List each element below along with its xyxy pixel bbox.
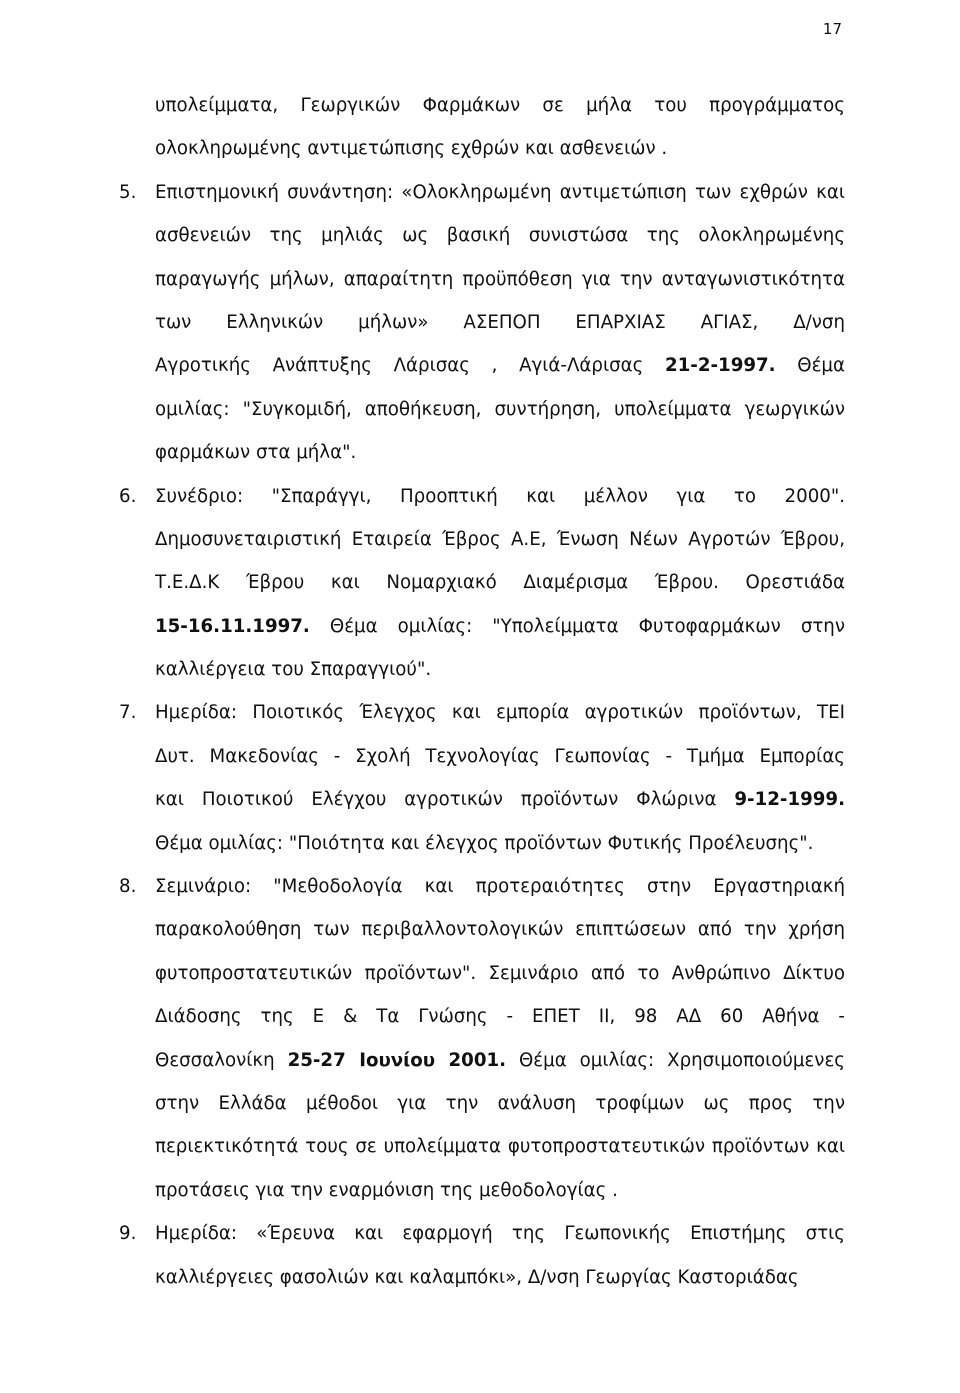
text-line: Θέμα ομιλίας: "Ποιότητα και έλεγχος προϊόντων Φυτικής Προέλευσης".: [155, 832, 814, 854]
event-date: 25-27 Ιουνίου 2001.: [287, 1049, 507, 1071]
text-line: Τ.Ε.Δ.Κ Έβρου και Νομαρχιακό Διαμέρισμα Έβρου. Ορεστιάδα: [155, 572, 845, 594]
text-line: ολοκληρωμένης αντιμετώπισης εχθρών και ασθενειών .: [155, 138, 668, 160]
text-line: 7. Ημερίδα: Ποιοτικός Έλεγχος και εμπορία αγροτικών προϊόντων, ΤΕΙ: [155, 691, 845, 734]
text-line: των Ελληνικών μήλων» ΑΣΕΠΟΠ ΕΠΑΡΧΙΑΣ ΑΓΙΑΣ, Δ/νση: [155, 311, 845, 333]
text-line: καλλιέργειες φασολιών και καλαμπόκι», Δ/νση Γεωργίας Καστοριάδας: [155, 1266, 799, 1288]
text-line: στην Ελλάδα μέθοδοι για την ανάλυση τροφίμων ως προς την: [155, 1092, 845, 1114]
page-number: 17: [822, 20, 842, 38]
text-line: ομιλίας: "Συγκομιδή, αποθήκευση, συντήρηση, υπολείμματα γεωργικών: [155, 398, 845, 420]
text-line: 6. Συνέδριο: "Σπαράγγι, Προοπτική και μέλλον για το 2000".: [155, 475, 845, 518]
continuation-paragraph: [155, 84, 845, 171]
event-date: 9-12-1999.: [734, 789, 845, 811]
text-line: υπολείμματα, Γεωργικών Φαρμάκων σε μήλα του προγράμματος: [155, 95, 845, 116]
list-item-9: [119, 1212, 845, 1299]
text-line: Θεσσαλονίκη 25-27 Ιουνίου 2001. Θέμα ομιλίας: Χρησιμοποιούμενες: [155, 1049, 845, 1071]
text-line: 9. Ημερίδα: «Έρευνα και εφαρμογή της Γεωπονικής Επιστήμης στις: [155, 1212, 845, 1255]
text-line: και Ποιοτικού Ελέγχου αγροτικών προϊόντων Φλώρινα 9-12-1999.: [155, 789, 845, 811]
document-body: [119, 84, 845, 1299]
text-line: καλλιέργεια του Σπαραγγιού".: [155, 659, 432, 681]
text-line: Αγροτικής Ανάπτυξης Λάρισας , Αγιά-Λάρισας 21-2-1997. Θέμα: [155, 355, 845, 377]
list-item-6: [119, 475, 845, 692]
item-number: 9.: [119, 1223, 137, 1245]
text-line: φαρμάκων στα μήλα".: [155, 442, 357, 464]
event-date: 15-16.11.1997.: [155, 615, 310, 637]
list-item-8: [119, 865, 845, 1212]
text-line: παραγωγής μήλων, απαραίτητη προϋπόθεση για την ανταγωνιστικότητα: [155, 268, 845, 290]
item-number: 7.: [119, 702, 137, 724]
list-item-5: [119, 171, 845, 475]
text-line: 8. Σεμινάριο: "Μεθοδολογία και προτεραιότητες στην Εργαστηριακή: [155, 865, 845, 908]
text-line: Διάδοσης της Ε & Τα Γνώσης - ΕΠΕΤ ΙΙ, 98 ΑΔ 60 Αθήνα -: [155, 1006, 845, 1028]
text-line: περιεκτικότητά τους σε υπολείμματα φυτοπροστατευτικών προϊόντων και: [155, 1136, 845, 1158]
text-line: 5. Επιστημονική συνάντηση: «Ολοκληρωμένη αντιμετώπιση των εχθρών και: [155, 171, 845, 214]
item-number: 6.: [119, 485, 137, 507]
text-line: παρακολούθηση των περιβαλλοντολογικών επιπτώσεων από την χρήση: [155, 919, 845, 941]
item-number: 8.: [119, 876, 137, 898]
item-number: 5.: [119, 181, 137, 203]
text-line: Δυτ. Μακεδονίας - Σχολή Τεχνολογίας Γεωπονίας - Τμήμα Εμπορίας: [155, 745, 845, 767]
text-line: ασθενειών της μηλιάς ως βασική συνιστώσα της ολοκληρωμένης: [155, 225, 845, 247]
text-line: προτάσεις για την εναρμόνιση της μεθοδολογίας .: [155, 1179, 618, 1201]
text-line: 15-16.11.1997. Θέμα ομιλίας: "Υπολείμματα Φυτοφαρμάκων στην: [155, 615, 845, 637]
event-date: 21-2-1997.: [665, 355, 776, 377]
text-line: Δημοσυνεταιριστική Εταιρεία Έβρος Α.Ε, Ένωση Νέων Αγροτών Έβρου,: [155, 528, 845, 550]
list-item-7: [119, 691, 845, 865]
text-line: φυτοπροστατευτικών προϊόντων". Σεμινάριο από το Ανθρώπινο Δίκτυο: [155, 962, 845, 984]
